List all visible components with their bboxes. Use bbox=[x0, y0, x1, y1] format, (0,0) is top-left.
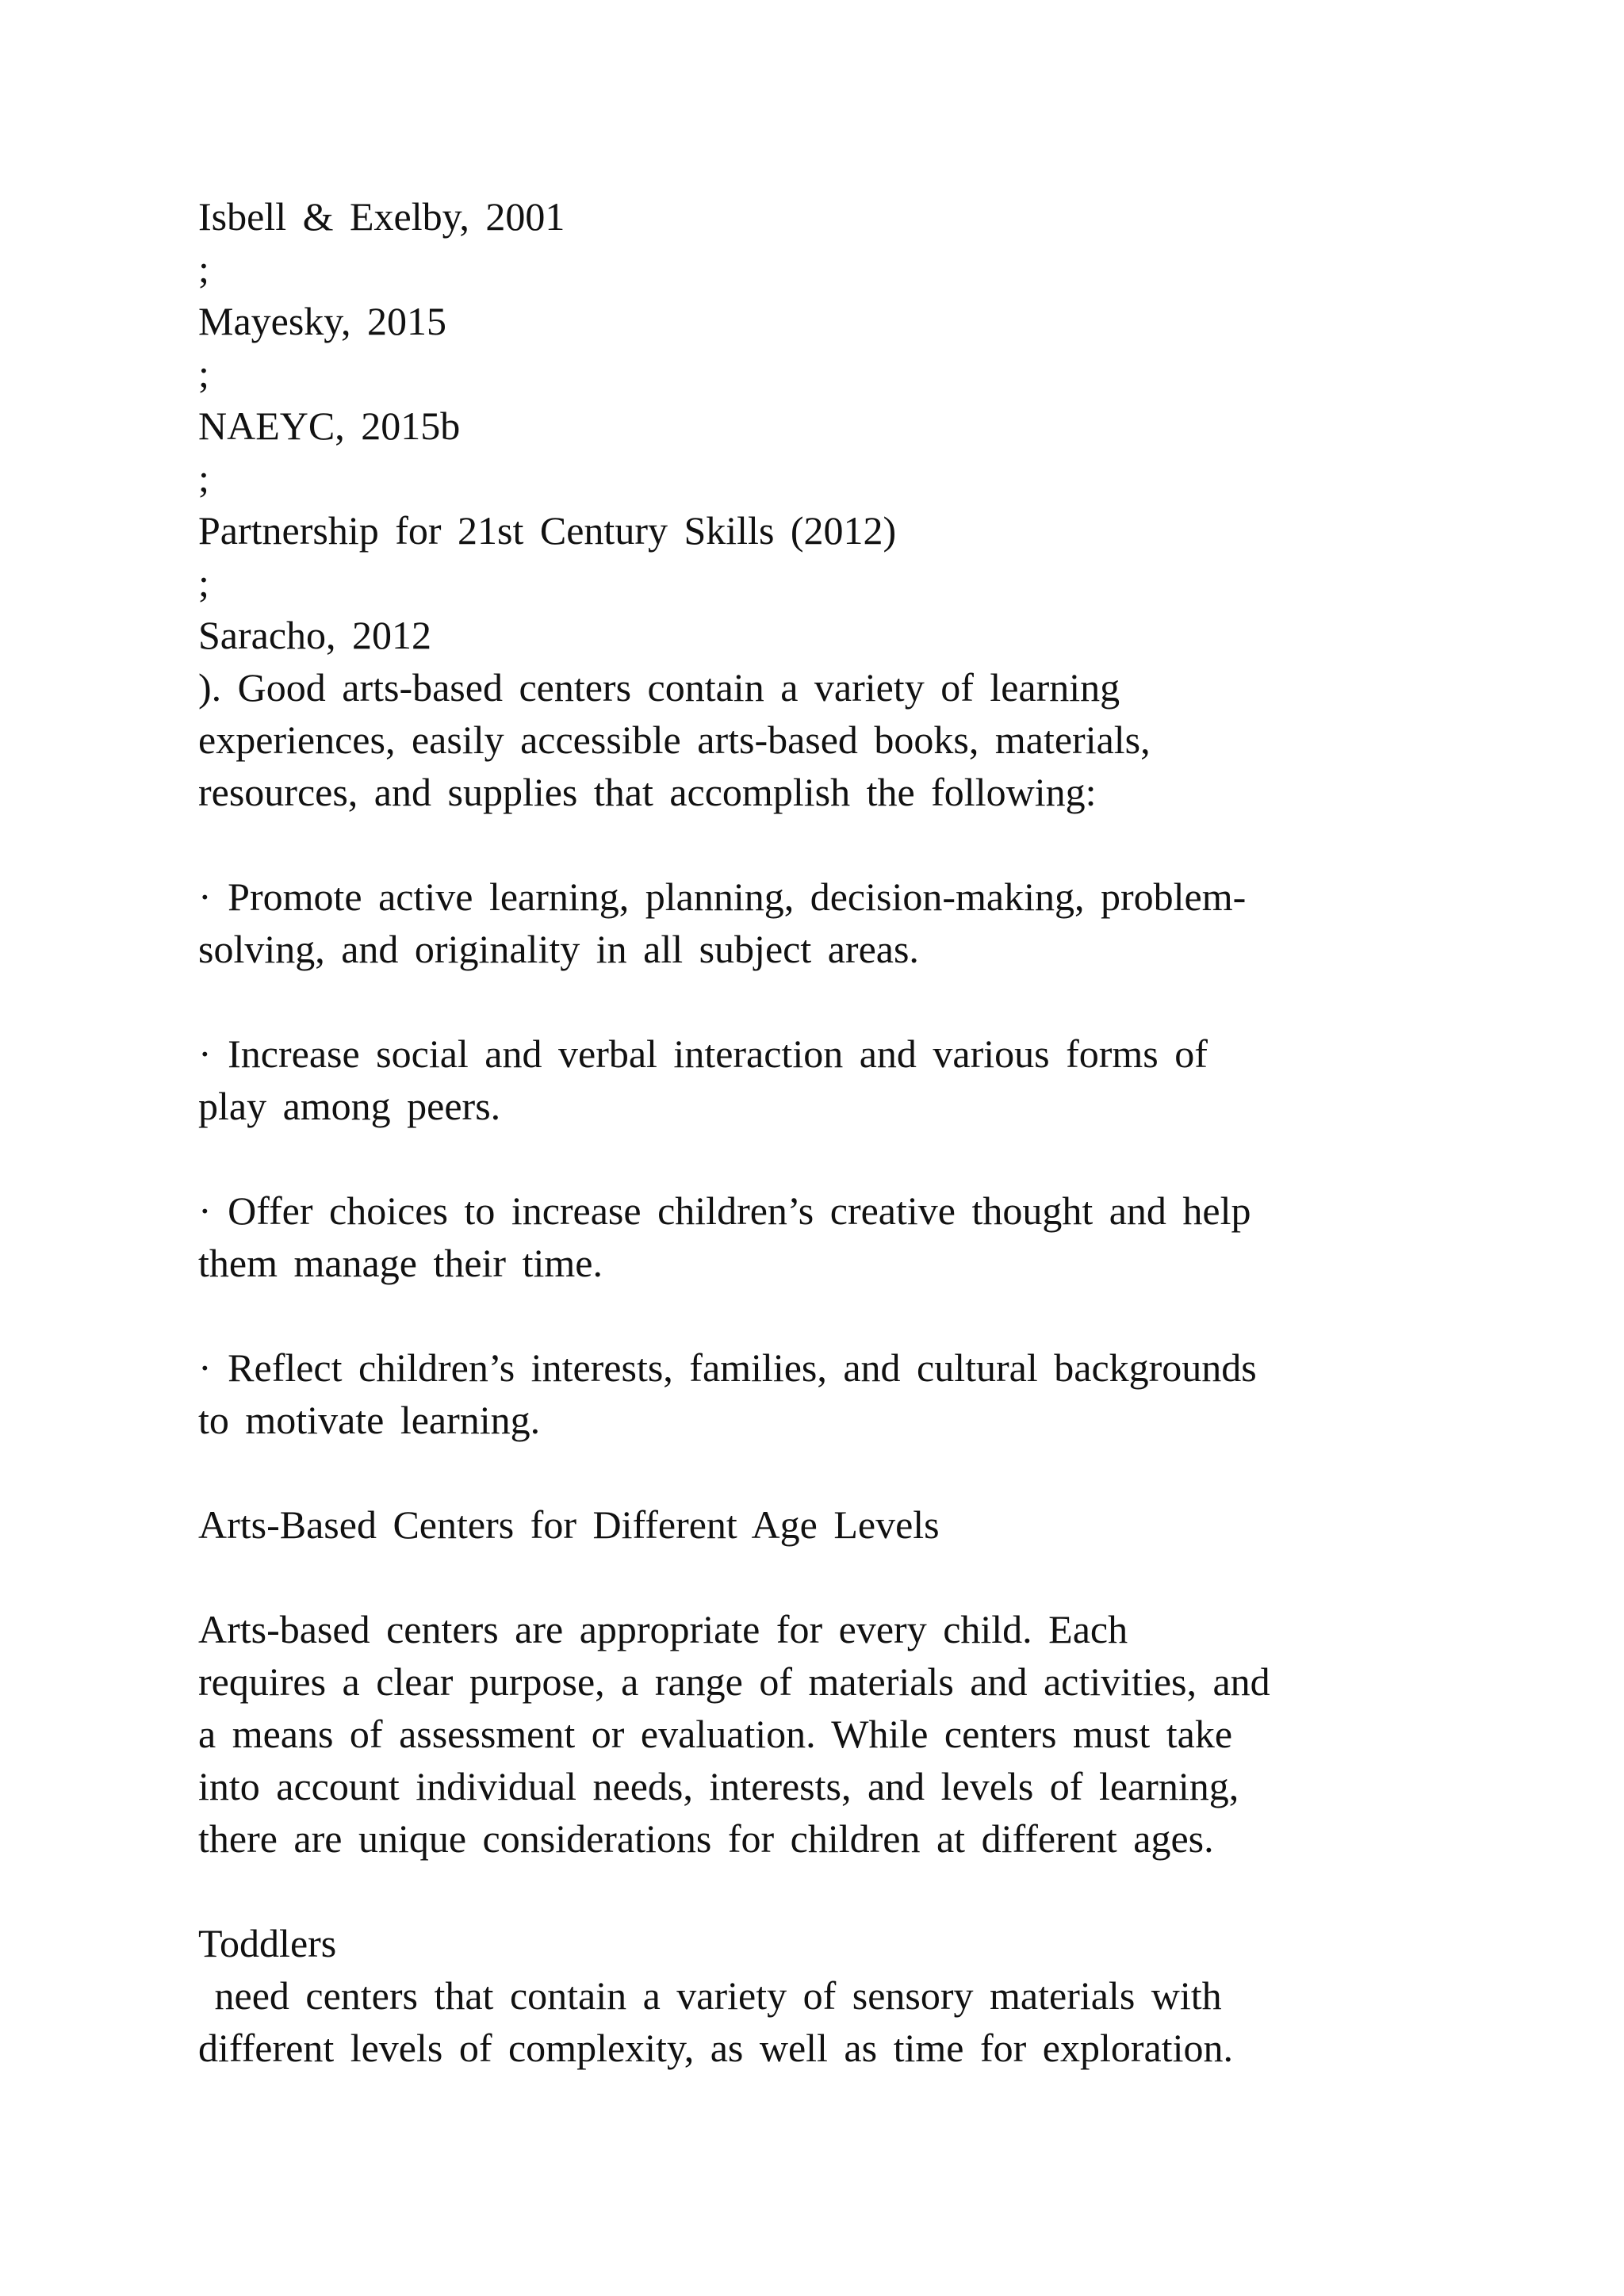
paragraph-line: experiences, easily accessible arts-based books, materials, bbox=[198, 718, 1151, 762]
citation-line: Saracho, 2012 bbox=[198, 613, 432, 657]
paragraph-line: there are unique considerations for children at different ages. bbox=[198, 1816, 1214, 1861]
citation-line: Mayesky, 2015 bbox=[198, 299, 447, 343]
paragraph-line: a means of assessment or evaluation. While centers must take bbox=[198, 1712, 1233, 1756]
paragraph-spacer bbox=[198, 1865, 1483, 1917]
section-paragraph bbox=[198, 1603, 1483, 1865]
bullet-line: them manage their time. bbox=[198, 1241, 603, 1285]
bullet-item bbox=[198, 1341, 1483, 1446]
section-heading: Arts-Based Centers for Different Age Levels bbox=[198, 1502, 940, 1547]
citation-list bbox=[198, 190, 1483, 661]
bullet-item bbox=[198, 1184, 1483, 1289]
citation-separator: ; bbox=[198, 247, 209, 291]
paragraph-spacer bbox=[198, 1289, 1483, 1341]
bullet-item bbox=[198, 871, 1483, 975]
paragraph-line: ). Good arts-based centers contain a variety of learning bbox=[198, 665, 1120, 710]
paragraph-spacer bbox=[198, 975, 1483, 1027]
bullet-line: · Promote active learning, planning, decision-making, problem- bbox=[198, 874, 1247, 919]
paragraph-spacer bbox=[198, 1551, 1483, 1603]
subheading-toddlers: Toddlers bbox=[198, 1921, 337, 1965]
bullet-line: · Offer choices to increase children’s creative thought and help bbox=[198, 1188, 1251, 1233]
bullet-line: solving, and originality in all subject areas. bbox=[198, 927, 919, 971]
bullet-line: play among peers. bbox=[198, 1084, 501, 1128]
bullet-item bbox=[198, 1027, 1483, 1132]
paragraph-line: different levels of complexity, as well as time for exploration. bbox=[198, 2026, 1233, 2070]
intro-paragraph bbox=[198, 661, 1483, 818]
paragraph-line: into account individual needs, interests, and levels of learning, bbox=[198, 1764, 1239, 1808]
citation-line: NAEYC, 2015b bbox=[198, 404, 461, 448]
bullet-line: · Reflect children’s interests, families, and cultural backgrounds bbox=[198, 1345, 1257, 1390]
toddlers-paragraph bbox=[198, 1969, 1483, 2074]
citation-separator: ; bbox=[198, 561, 209, 605]
citation-separator: ; bbox=[198, 456, 209, 500]
paragraph-line: resources, and supplies that accomplish the following: bbox=[198, 770, 1097, 814]
citation-separator: ; bbox=[198, 351, 209, 396]
citation-line: Partnership for 21st Century Skills (2012) bbox=[198, 508, 897, 553]
paragraph-line: Arts-based centers are appropriate for every child. Each bbox=[198, 1607, 1128, 1651]
bullet-line: to motivate learning. bbox=[198, 1398, 541, 1442]
bullet-line: · Increase social and verbal interaction and various forms of bbox=[198, 1031, 1208, 1076]
citation-line: Isbell & Exelby, 2001 bbox=[198, 194, 565, 239]
paragraph-spacer bbox=[198, 1132, 1483, 1184]
paragraph-spacer bbox=[198, 1446, 1483, 1498]
paragraph-line: need centers that contain a variety of sensory materials with bbox=[198, 1973, 1222, 2018]
document-page bbox=[198, 190, 1483, 2074]
paragraph-line: requires a clear purpose, a range of materials and activities, and bbox=[198, 1659, 1270, 1704]
paragraph-spacer bbox=[198, 818, 1483, 871]
